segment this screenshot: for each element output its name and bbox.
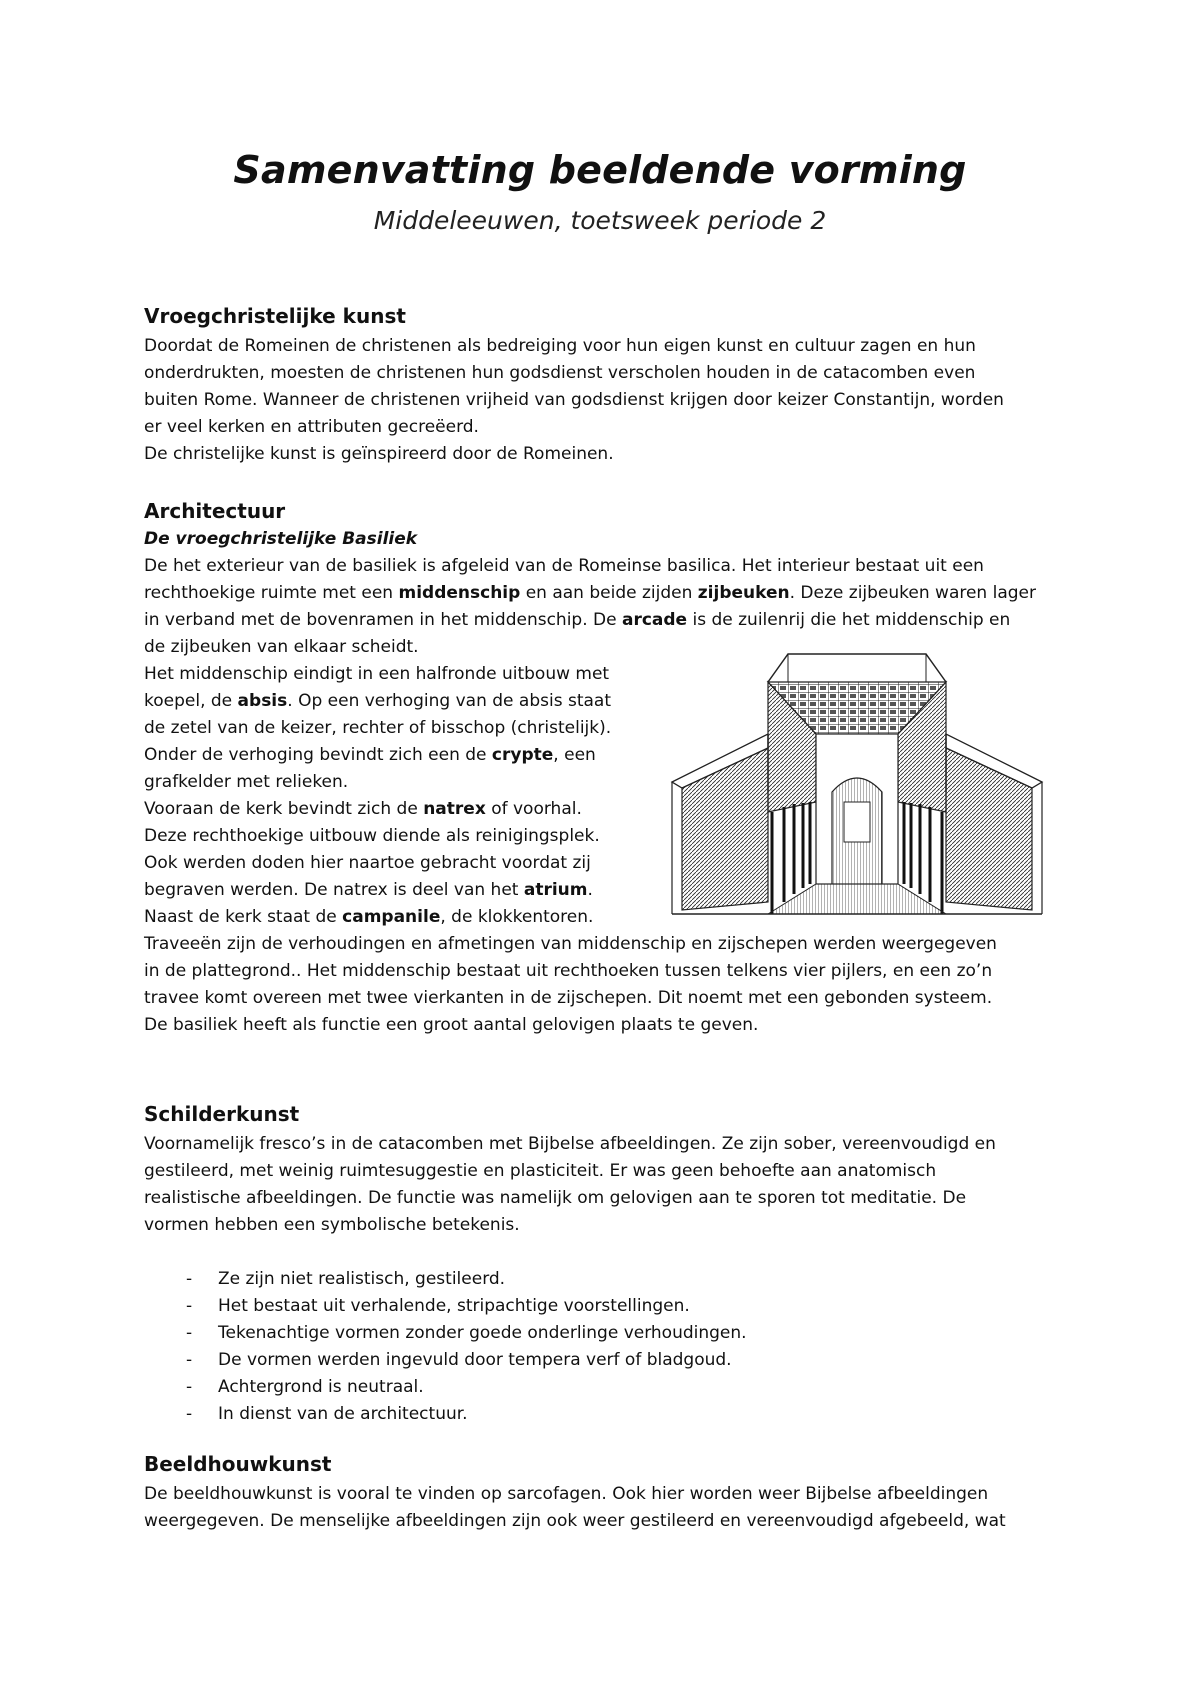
text-line: Voornamelijk fresco’s in de catacomben met Bijbelse afbeeldingen. Ze zijn sober, vereenvoudigd en (144, 1134, 996, 1154)
term-middenschip: middenschip (398, 583, 521, 603)
basilica-illustration (668, 652, 1046, 922)
text-line: grafkelder met relieken. (144, 772, 349, 792)
text-line: Naast de kerk staat de campanile, de klokkentoren. (144, 907, 594, 927)
paragraph-traveeen (144, 931, 997, 1039)
text-line: in de plattegrond.. Het middenschip bestaat uit rechthoeken tussen telkens vier pijlers, en een zo’n (144, 961, 993, 981)
text-line: Traveeën zijn de verhoudingen en afmetingen van middenschip en zijschepen werden weergegeven (144, 934, 997, 954)
text-line: rechthoekige ruimte met een middenschip en aan beide zijden zijbeuken. Deze zijbeuken waren lager (144, 583, 1036, 603)
heading-architectuur: Architectuur (144, 499, 286, 523)
paragraph-basiliek-intro (144, 553, 1036, 661)
text-line: er veel kerken en attributen gecreëerd. (144, 417, 479, 437)
text-line: Vooraan de kerk bevindt zich de natrex of voorhal. (144, 799, 582, 819)
text-line: de zetel van de keizer, rechter of bisschop (christelijk). (144, 718, 612, 738)
list-item: - De vormen werden ingevuld door tempera verf of bladgoud. (186, 1347, 747, 1374)
heading-beeldhouwkunst: Beeldhouwkunst (144, 1452, 332, 1476)
heading-schilderkunst: Schilderkunst (144, 1102, 300, 1126)
text-line: gestileerd, met weinig ruimtesuggestie en plasticiteit. Er was geen behoefte aan anatomisch (144, 1161, 937, 1181)
document-title: Samenvatting beeldende vorming (233, 148, 967, 192)
text-line: De christelijke kunst is geïnspireerd door de Romeinen. (144, 444, 614, 464)
list-item: - Ze zijn niet realistisch, gestileerd. (186, 1266, 747, 1293)
text-line: realistische afbeeldingen. De functie was namelijk om gelovigen aan te sporen tot meditatie. De (144, 1188, 967, 1208)
text-line: Onder de verhoging bevindt zich een de crypte, een (144, 745, 596, 765)
list-item: - Achtergrond is neutraal. (186, 1374, 747, 1401)
paragraph-schilderkunst (144, 1131, 996, 1239)
text-line: koepel, de absis. Op een verhoging van de absis staat (144, 691, 611, 711)
text-line: Ook werden doden hier naartoe gebracht voordat zij (144, 853, 591, 873)
schilderkunst-list (186, 1266, 747, 1428)
term-campanile: campanile (342, 907, 441, 927)
list-item: - Het bestaat uit verhalende, stripachtige voorstellingen. (186, 1293, 747, 1320)
text-line: Doordat de Romeinen de christenen als bedreiging voor hun eigen kunst en cultuur zagen en hun (144, 336, 976, 356)
text-line: begraven werden. De natrex is deel van het atrium. (144, 880, 593, 900)
text-line: vormen hebben een symbolische betekenis. (144, 1215, 520, 1235)
text-line: buiten Rome. Wanneer de christenen vrijheid van godsdienst krijgen door keizer Constantijn, worden (144, 390, 1004, 410)
text-line: De basiliek heeft als functie een groot aantal gelovigen plaats te geven. (144, 1015, 759, 1035)
text-line: De beeldhouwkunst is vooral te vinden op sarcofagen. Ook hier worden weer Bijbelse afbeeldingen (144, 1484, 989, 1504)
term-natrex: natrex (423, 799, 486, 819)
text-line: onderdrukten, moesten de christenen hun godsdienst verscholen houden in de catacomben even (144, 363, 976, 383)
list-item: - Tekenachtige vormen zonder goede onderlinge verhoudingen. (186, 1320, 747, 1347)
text-line: travee komt overeen met twee vierkanten in de zijschepen. Dit noemt met een gebonden systeem. (144, 988, 993, 1008)
heading-vroegchristelijke-kunst: Vroegchristelijke kunst (144, 304, 406, 328)
term-atrium: atrium (523, 880, 588, 900)
text-line: weergegeven. De menselijke afbeeldingen zijn ook weer gestileerd en vereenvoudigd afgebeeld, wat (144, 1511, 1006, 1531)
paragraph-beeldhouwkunst (144, 1481, 1006, 1535)
text-line: de zijbeuken van elkaar scheidt. (144, 637, 419, 657)
paragraph-vroegchristelijke (144, 333, 1004, 468)
text-line: in verband met de bovenramen in het middenschip. De arcade is de zuilenrij die het middenschip en (144, 610, 1011, 630)
paragraph-basiliek-onderdelen (144, 661, 611, 931)
document-subtitle: Middeleeuwen, toetsweek periode 2 (373, 206, 827, 235)
term-absis: absis (237, 691, 288, 711)
subheading-basiliek: De vroegchristelijke Basiliek (144, 529, 418, 549)
list-item: - In dienst van de architectuur. (186, 1401, 747, 1428)
term-crypte: crypte (491, 745, 554, 765)
term-arcade: arcade (621, 610, 688, 630)
text-line: De het exterieur van de basiliek is afgeleid van de Romeinse basilica. Het interieur bestaat uit een (144, 556, 984, 576)
text-line: Deze rechthoekige uitbouw diende als reinigingsplek. (144, 826, 600, 846)
text-line: Het middenschip eindigt in een halfronde uitbouw met (144, 664, 610, 684)
term-zijbeuken: zijbeuken (697, 583, 790, 603)
